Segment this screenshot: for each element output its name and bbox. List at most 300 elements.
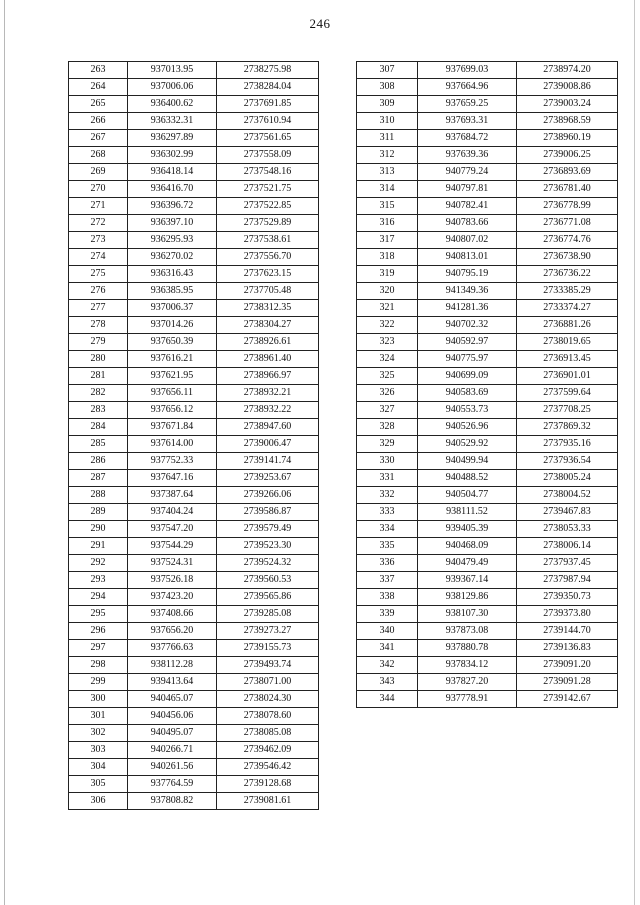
y-coordinate-cell: 2738078.60 — [217, 708, 319, 725]
x-coordinate-cell: 937827.20 — [418, 674, 517, 691]
table-row — [69, 283, 319, 300]
x-coordinate-cell: 937387.64 — [128, 487, 217, 504]
y-coordinate-cell: 2739266.06 — [217, 487, 319, 504]
point-number-cell: 296 — [69, 623, 128, 640]
y-coordinate-cell: 2737599.64 — [517, 385, 618, 402]
y-coordinate-cell: 2737936.54 — [517, 453, 618, 470]
y-coordinate-cell: 2738966.97 — [217, 368, 319, 385]
y-coordinate-cell: 2739579.49 — [217, 521, 319, 538]
x-coordinate-cell: 936270.02 — [128, 249, 217, 266]
point-number-cell: 313 — [357, 164, 418, 181]
x-coordinate-cell: 936332.31 — [128, 113, 217, 130]
point-number-cell: 263 — [69, 62, 128, 79]
table-row — [357, 215, 618, 232]
y-coordinate-cell: 2739586.87 — [217, 504, 319, 521]
point-number-cell: 274 — [69, 249, 128, 266]
x-coordinate-cell: 940495.07 — [128, 725, 217, 742]
y-coordinate-cell: 2737937.45 — [517, 555, 618, 572]
y-coordinate-cell: 2739128.68 — [217, 776, 319, 793]
point-number-cell: 322 — [357, 317, 418, 334]
y-coordinate-cell: 2737987.94 — [517, 572, 618, 589]
x-coordinate-cell: 940807.02 — [418, 232, 517, 249]
point-number-cell: 281 — [69, 368, 128, 385]
y-coordinate-cell: 2737521.75 — [217, 181, 319, 198]
y-coordinate-cell: 2739462.09 — [217, 742, 319, 759]
point-number-cell: 279 — [69, 334, 128, 351]
y-coordinate-cell: 2738968.59 — [517, 113, 618, 130]
point-number-cell: 320 — [357, 283, 418, 300]
x-coordinate-cell: 940468.09 — [418, 538, 517, 555]
table-row — [357, 317, 618, 334]
table-row — [69, 317, 319, 334]
x-coordinate-cell: 940499.94 — [418, 453, 517, 470]
table-row — [357, 453, 618, 470]
x-coordinate-cell: 940699.09 — [418, 368, 517, 385]
point-number-cell: 325 — [357, 368, 418, 385]
table-row — [357, 538, 618, 555]
scan-edge-left — [4, 0, 5, 905]
point-number-cell: 329 — [357, 436, 418, 453]
y-coordinate-cell: 2738312.35 — [217, 300, 319, 317]
x-coordinate-cell: 937006.37 — [128, 300, 217, 317]
point-number-cell: 319 — [357, 266, 418, 283]
table-row — [69, 674, 319, 691]
point-number-cell: 337 — [357, 572, 418, 589]
point-number-cell: 333 — [357, 504, 418, 521]
point-number-cell: 335 — [357, 538, 418, 555]
x-coordinate-cell: 938112.28 — [128, 657, 217, 674]
point-number-cell: 308 — [357, 79, 418, 96]
table-row — [69, 776, 319, 793]
point-number-cell: 309 — [357, 96, 418, 113]
point-number-cell: 310 — [357, 113, 418, 130]
table-row — [69, 708, 319, 725]
table-row — [69, 453, 319, 470]
y-coordinate-cell: 2739144.70 — [517, 623, 618, 640]
y-coordinate-cell: 2736893.69 — [517, 164, 618, 181]
table-row — [357, 232, 618, 249]
y-coordinate-cell: 2737869.32 — [517, 419, 618, 436]
y-coordinate-cell: 2738006.14 — [517, 538, 618, 555]
y-coordinate-cell: 2738974.20 — [517, 62, 618, 79]
table-row — [69, 725, 319, 742]
y-coordinate-cell: 2739493.74 — [217, 657, 319, 674]
x-coordinate-cell: 936397.10 — [128, 215, 217, 232]
point-number-cell: 283 — [69, 402, 128, 419]
y-coordinate-cell: 2739008.86 — [517, 79, 618, 96]
table-row — [357, 623, 618, 640]
table-row — [357, 419, 618, 436]
point-number-cell: 286 — [69, 453, 128, 470]
point-number-cell: 301 — [69, 708, 128, 725]
table-row — [69, 691, 319, 708]
point-number-cell: 305 — [69, 776, 128, 793]
coordinates-table-right — [356, 61, 618, 708]
y-coordinate-cell: 2737556.70 — [217, 249, 319, 266]
point-number-cell: 298 — [69, 657, 128, 674]
table-row — [357, 589, 618, 606]
x-coordinate-cell: 937766.63 — [128, 640, 217, 657]
y-coordinate-cell: 2739373.80 — [517, 606, 618, 623]
table-row — [357, 691, 618, 708]
table-row — [357, 198, 618, 215]
x-coordinate-cell: 937014.26 — [128, 317, 217, 334]
point-number-cell: 294 — [69, 589, 128, 606]
table-row — [357, 266, 618, 283]
x-coordinate-cell: 937699.03 — [418, 62, 517, 79]
y-coordinate-cell: 2736771.08 — [517, 215, 618, 232]
y-coordinate-cell: 2738085.08 — [217, 725, 319, 742]
table-row — [357, 657, 618, 674]
table-row — [357, 606, 618, 623]
x-coordinate-cell: 940813.01 — [418, 249, 517, 266]
y-coordinate-cell: 2739273.27 — [217, 623, 319, 640]
x-coordinate-cell: 936302.99 — [128, 147, 217, 164]
y-coordinate-cell: 2739091.20 — [517, 657, 618, 674]
point-number-cell: 304 — [69, 759, 128, 776]
y-coordinate-cell: 2738019.65 — [517, 334, 618, 351]
point-number-cell: 307 — [357, 62, 418, 79]
x-coordinate-cell: 937656.11 — [128, 385, 217, 402]
table-row — [357, 521, 618, 538]
y-coordinate-cell: 2737548.16 — [217, 164, 319, 181]
point-number-cell: 302 — [69, 725, 128, 742]
x-coordinate-cell: 940702.32 — [418, 317, 517, 334]
point-number-cell: 330 — [357, 453, 418, 470]
y-coordinate-cell: 2733374.27 — [517, 300, 618, 317]
y-coordinate-cell: 2736913.45 — [517, 351, 618, 368]
x-coordinate-cell: 936385.95 — [128, 283, 217, 300]
y-coordinate-cell: 2736778.99 — [517, 198, 618, 215]
x-coordinate-cell: 940266.71 — [128, 742, 217, 759]
point-number-cell: 314 — [357, 181, 418, 198]
table-row — [357, 300, 618, 317]
point-number-cell: 272 — [69, 215, 128, 232]
y-coordinate-cell: 2737558.09 — [217, 147, 319, 164]
point-number-cell: 312 — [357, 147, 418, 164]
x-coordinate-cell: 936416.70 — [128, 181, 217, 198]
table-row — [357, 113, 618, 130]
point-number-cell: 327 — [357, 402, 418, 419]
table-row — [69, 164, 319, 181]
table-row — [357, 504, 618, 521]
point-number-cell: 270 — [69, 181, 128, 198]
table-row — [69, 793, 319, 810]
table-row — [69, 555, 319, 572]
table-row — [69, 742, 319, 759]
point-number-cell: 269 — [69, 164, 128, 181]
y-coordinate-cell: 2737705.48 — [217, 283, 319, 300]
point-number-cell: 264 — [69, 79, 128, 96]
point-number-cell: 336 — [357, 555, 418, 572]
table-row — [69, 181, 319, 198]
point-number-cell: 341 — [357, 640, 418, 657]
y-coordinate-cell: 2738961.40 — [217, 351, 319, 368]
table-row — [357, 334, 618, 351]
x-coordinate-cell: 937408.66 — [128, 606, 217, 623]
table-row — [69, 300, 319, 317]
point-number-cell: 311 — [357, 130, 418, 147]
point-number-cell: 318 — [357, 249, 418, 266]
x-coordinate-cell: 939405.39 — [418, 521, 517, 538]
table-row — [69, 130, 319, 147]
point-number-cell: 271 — [69, 198, 128, 215]
x-coordinate-cell: 937808.82 — [128, 793, 217, 810]
x-coordinate-cell: 937639.36 — [418, 147, 517, 164]
table-row — [69, 62, 319, 79]
point-number-cell: 316 — [357, 215, 418, 232]
x-coordinate-cell: 937693.31 — [418, 113, 517, 130]
point-number-cell: 273 — [69, 232, 128, 249]
x-coordinate-cell: 939367.14 — [418, 572, 517, 589]
table-row — [357, 555, 618, 572]
x-coordinate-cell: 936400.62 — [128, 96, 217, 113]
table-row — [357, 249, 618, 266]
y-coordinate-cell: 2739560.53 — [217, 572, 319, 589]
point-number-cell: 315 — [357, 198, 418, 215]
y-coordinate-cell: 2737935.16 — [517, 436, 618, 453]
point-number-cell: 321 — [357, 300, 418, 317]
x-coordinate-cell: 937656.20 — [128, 623, 217, 640]
point-number-cell: 291 — [69, 538, 128, 555]
x-coordinate-cell: 940592.97 — [418, 334, 517, 351]
table-row — [69, 419, 319, 436]
table-row — [357, 436, 618, 453]
table-row — [357, 147, 618, 164]
y-coordinate-cell: 2739006.25 — [517, 147, 618, 164]
y-coordinate-cell: 2739136.83 — [517, 640, 618, 657]
table-row — [69, 79, 319, 96]
table-row — [69, 351, 319, 368]
x-coordinate-cell: 937664.96 — [418, 79, 517, 96]
x-coordinate-cell: 940782.41 — [418, 198, 517, 215]
x-coordinate-cell: 940797.81 — [418, 181, 517, 198]
x-coordinate-cell: 941281.36 — [418, 300, 517, 317]
table-row — [357, 62, 618, 79]
x-coordinate-cell: 937684.72 — [418, 130, 517, 147]
point-number-cell: 344 — [357, 691, 418, 708]
point-number-cell: 317 — [357, 232, 418, 249]
table-row — [357, 79, 618, 96]
x-coordinate-cell: 937547.20 — [128, 521, 217, 538]
x-coordinate-cell: 940529.92 — [418, 436, 517, 453]
x-coordinate-cell: 940479.49 — [418, 555, 517, 572]
x-coordinate-cell: 936316.43 — [128, 266, 217, 283]
y-coordinate-cell: 2737538.61 — [217, 232, 319, 249]
y-coordinate-cell: 2739467.83 — [517, 504, 618, 521]
x-coordinate-cell: 937524.31 — [128, 555, 217, 572]
y-coordinate-cell: 2738304.27 — [217, 317, 319, 334]
y-coordinate-cell: 2739142.67 — [517, 691, 618, 708]
point-number-cell: 275 — [69, 266, 128, 283]
y-coordinate-cell: 2739141.74 — [217, 453, 319, 470]
point-number-cell: 268 — [69, 147, 128, 164]
table-row — [69, 589, 319, 606]
x-coordinate-cell: 939413.64 — [128, 674, 217, 691]
y-coordinate-cell: 2739523.30 — [217, 538, 319, 555]
y-coordinate-cell: 2733385.29 — [517, 283, 618, 300]
y-coordinate-cell: 2738932.21 — [217, 385, 319, 402]
y-coordinate-cell: 2739006.47 — [217, 436, 319, 453]
scan-edge-right — [634, 0, 635, 905]
table-row — [357, 181, 618, 198]
point-number-cell: 324 — [357, 351, 418, 368]
x-coordinate-cell: 940504.77 — [418, 487, 517, 504]
x-coordinate-cell: 937656.12 — [128, 402, 217, 419]
y-coordinate-cell: 2737708.25 — [517, 402, 618, 419]
y-coordinate-cell: 2737522.85 — [217, 198, 319, 215]
table-row — [357, 385, 618, 402]
table-row — [69, 249, 319, 266]
x-coordinate-cell: 936418.14 — [128, 164, 217, 181]
x-coordinate-cell: 937880.78 — [418, 640, 517, 657]
x-coordinate-cell: 936297.89 — [128, 130, 217, 147]
y-coordinate-cell: 2738024.30 — [217, 691, 319, 708]
x-coordinate-cell: 940261.56 — [128, 759, 217, 776]
table-row — [357, 283, 618, 300]
table-row — [357, 470, 618, 487]
table-row — [69, 759, 319, 776]
table-row — [69, 113, 319, 130]
page-number: 246 — [309, 16, 331, 31]
y-coordinate-cell: 2739253.67 — [217, 470, 319, 487]
x-coordinate-cell: 937614.00 — [128, 436, 217, 453]
table-row — [69, 606, 319, 623]
point-number-cell: 293 — [69, 572, 128, 589]
point-number-cell: 280 — [69, 351, 128, 368]
x-coordinate-cell: 941349.36 — [418, 283, 517, 300]
x-coordinate-cell: 937006.06 — [128, 79, 217, 96]
y-coordinate-cell: 2736901.01 — [517, 368, 618, 385]
y-coordinate-cell: 2737529.89 — [217, 215, 319, 232]
table-row — [69, 385, 319, 402]
point-number-cell: 331 — [357, 470, 418, 487]
table-row — [69, 402, 319, 419]
point-number-cell: 306 — [69, 793, 128, 810]
table-row — [69, 521, 319, 538]
point-number-cell: 265 — [69, 96, 128, 113]
x-coordinate-cell: 937659.25 — [418, 96, 517, 113]
table-row — [69, 147, 319, 164]
table-row — [69, 96, 319, 113]
point-number-cell: 295 — [69, 606, 128, 623]
table-row — [357, 402, 618, 419]
table-row — [357, 487, 618, 504]
point-number-cell: 299 — [69, 674, 128, 691]
table-row — [69, 538, 319, 555]
y-coordinate-cell: 2739081.61 — [217, 793, 319, 810]
point-number-cell: 278 — [69, 317, 128, 334]
x-coordinate-cell: 937671.84 — [128, 419, 217, 436]
table-row — [69, 215, 319, 232]
x-coordinate-cell: 937616.21 — [128, 351, 217, 368]
x-coordinate-cell: 938107.30 — [418, 606, 517, 623]
point-number-cell: 328 — [357, 419, 418, 436]
y-coordinate-cell: 2736781.40 — [517, 181, 618, 198]
x-coordinate-cell: 940456.06 — [128, 708, 217, 725]
x-coordinate-cell: 940775.97 — [418, 351, 517, 368]
table-row — [69, 368, 319, 385]
table-row — [69, 572, 319, 589]
x-coordinate-cell: 938129.86 — [418, 589, 517, 606]
x-coordinate-cell: 937526.18 — [128, 572, 217, 589]
y-coordinate-cell: 2736738.90 — [517, 249, 618, 266]
table-row — [69, 487, 319, 504]
x-coordinate-cell: 940465.07 — [128, 691, 217, 708]
table-row — [357, 96, 618, 113]
table-row — [69, 436, 319, 453]
x-coordinate-cell: 938111.52 — [418, 504, 517, 521]
y-coordinate-cell: 2736774.76 — [517, 232, 618, 249]
y-coordinate-cell: 2738275.98 — [217, 62, 319, 79]
point-number-cell: 323 — [357, 334, 418, 351]
table-row — [69, 657, 319, 674]
x-coordinate-cell: 940783.66 — [418, 215, 517, 232]
y-coordinate-cell: 2736881.26 — [517, 317, 618, 334]
y-coordinate-cell: 2739565.86 — [217, 589, 319, 606]
x-coordinate-cell: 936396.72 — [128, 198, 217, 215]
table-row — [69, 623, 319, 640]
x-coordinate-cell: 937404.24 — [128, 504, 217, 521]
x-coordinate-cell: 937650.39 — [128, 334, 217, 351]
y-coordinate-cell: 2738004.52 — [517, 487, 618, 504]
x-coordinate-cell: 940553.73 — [418, 402, 517, 419]
table-row — [69, 640, 319, 657]
y-coordinate-cell: 2737561.65 — [217, 130, 319, 147]
point-number-cell: 288 — [69, 487, 128, 504]
x-coordinate-cell: 937013.95 — [128, 62, 217, 79]
x-coordinate-cell: 937873.08 — [418, 623, 517, 640]
y-coordinate-cell: 2738053.33 — [517, 521, 618, 538]
y-coordinate-cell: 2739155.73 — [217, 640, 319, 657]
x-coordinate-cell: 937752.33 — [128, 453, 217, 470]
y-coordinate-cell: 2738005.24 — [517, 470, 618, 487]
point-number-cell: 340 — [357, 623, 418, 640]
x-coordinate-cell: 936295.93 — [128, 232, 217, 249]
table-row — [357, 674, 618, 691]
table-row — [69, 470, 319, 487]
point-number-cell: 300 — [69, 691, 128, 708]
point-number-cell: 287 — [69, 470, 128, 487]
point-number-cell: 326 — [357, 385, 418, 402]
point-number-cell: 267 — [69, 130, 128, 147]
table-row — [357, 164, 618, 181]
point-number-cell: 303 — [69, 742, 128, 759]
point-number-cell: 332 — [357, 487, 418, 504]
point-number-cell: 334 — [357, 521, 418, 538]
point-number-cell: 339 — [357, 606, 418, 623]
y-coordinate-cell: 2737691.85 — [217, 96, 319, 113]
y-coordinate-cell: 2738284.04 — [217, 79, 319, 96]
x-coordinate-cell: 940779.24 — [418, 164, 517, 181]
x-coordinate-cell: 937423.20 — [128, 589, 217, 606]
x-coordinate-cell: 940583.69 — [418, 385, 517, 402]
table-row — [357, 130, 618, 147]
y-coordinate-cell: 2738926.61 — [217, 334, 319, 351]
table-row — [69, 504, 319, 521]
y-coordinate-cell: 2739091.28 — [517, 674, 618, 691]
x-coordinate-cell: 937764.59 — [128, 776, 217, 793]
point-number-cell: 290 — [69, 521, 128, 538]
point-number-cell: 276 — [69, 283, 128, 300]
table-row — [69, 198, 319, 215]
table-row — [357, 572, 618, 589]
y-coordinate-cell: 2739546.42 — [217, 759, 319, 776]
y-coordinate-cell: 2738071.00 — [217, 674, 319, 691]
table-row — [69, 232, 319, 249]
table-row — [357, 368, 618, 385]
point-number-cell: 277 — [69, 300, 128, 317]
